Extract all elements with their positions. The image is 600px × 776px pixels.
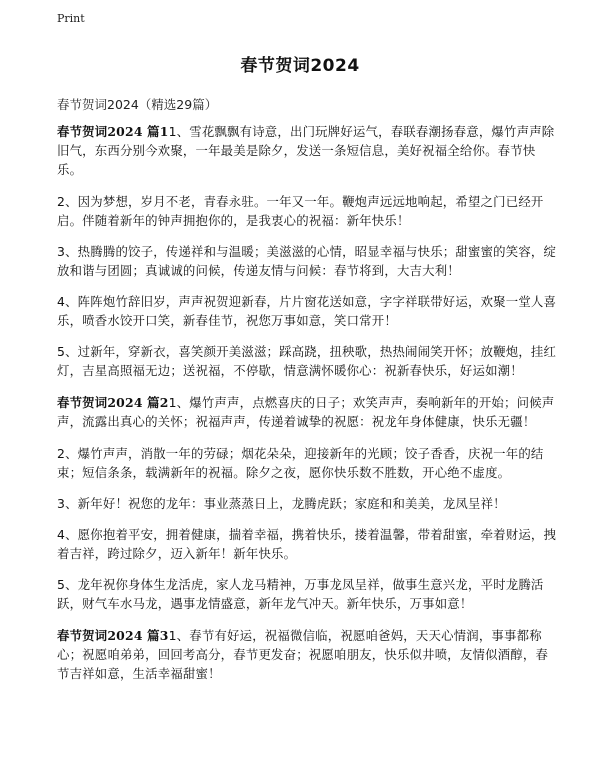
paragraph <box>57 393 557 431</box>
paragraph <box>57 122 557 179</box>
paragraph-text: 1、春节有好运，祝福微信临，祝愿咱爸妈，天天心情润，事事都称心；祝愿咱弟弟，回回考高分，春节更发奋；祝愿咱朋友，快乐似井喷，友情似酒醇，春节吉祥如意，生活幸福甜蜜！ <box>57 628 549 681</box>
section-heading: 春节贺词2024 篇2 <box>57 395 169 410</box>
document-title: 春节贺词2024 <box>240 56 360 76</box>
paragraph: 4、愿你抱着平安，拥着健康，揣着幸福，携着快乐，搂着温馨，带着甜蜜，牵着财运，拽着吉祥，跨过除夕，迈入新年！新年快乐。 <box>57 527 557 561</box>
paragraph: 2、爆竹声声，消散一年的劳碌；烟花朵朵，迎接新年的光顾；饺子香香，庆祝一年的结束；短信条条，载满新年的祝福。除夕之夜，愿你快乐数不胜数，开心绝不虚度。 <box>57 446 544 480</box>
paragraph: 5、龙年祝你身体生龙活虎，家人龙马精神，万事龙凤呈祥，做事生意兴龙，平时龙腾活跃，财气车水马龙，遇事龙情盛意，新年龙气冲天。新年快乐，万事如意！ <box>57 577 544 611</box>
section-heading: 春节贺词2024 篇1 <box>57 124 169 139</box>
paragraph-text: 1、雪花飘飘有诗意，出门玩牌好运气，春联春潮扬春意，爆竹声声除旧气，东西分别今欢聚，一年最美是除夕，发送一条短信息，美好祝福全给你。春节快乐。 <box>57 124 555 177</box>
paragraph: 3、热腾腾的饺子，传递祥和与温暖；美滋滋的心情，昭显幸福与快乐；甜蜜蜜的笑容，绽放和谐与团圆；真诚诚的问候，传递友情与问候：春节将到，大吉大利！ <box>57 244 557 278</box>
print-link[interactable]: Print <box>57 12 85 25</box>
paragraph-text: 1、爆竹声声，点燃喜庆的日子；欢笑声声，奏响新年的开始；问候声声，流露出真心的关怀；祝福声声，传递着诚挚的祝愿：祝龙年身体健康，快乐无疆！ <box>57 395 555 429</box>
paragraph: 4、阵阵炮竹辞旧岁，声声祝贺迎新春，片片窗花送如意，字字祥联带好运，欢聚一堂人喜乐，喷香水饺开口笑，新春佳节，祝您万事如意，笑口常开！ <box>57 294 557 328</box>
paragraph <box>57 626 557 683</box>
document-body <box>57 122 557 695</box>
paragraph: 3、新年好！祝您的龙年：事业蒸蒸日上，龙腾虎跃；家庭和和美美，龙凤呈祥！ <box>57 496 506 511</box>
paragraph: 5、过新年，穿新衣，喜笑颜开美滋滋；踩高跷，扭秧歌，热热闹闹笑开怀；放鞭炮，挂红灯，吉星高照福无边；送祝福，不停歇，情意满怀暖你心：祝新春快乐，好运如潮！ <box>57 344 557 378</box>
section-heading: 春节贺词2024 篇3 <box>57 628 169 643</box>
document-subtitle: 春节贺词2024（精选29篇） <box>57 97 218 112</box>
paragraph: 2、因为梦想，岁月不老，青春永驻。一年又一年。鞭炮声远远地响起，希望之门已经开启。伴随着新年的钟声拥抱你的，是我衷心的祝福：新年快乐！ <box>57 194 544 228</box>
